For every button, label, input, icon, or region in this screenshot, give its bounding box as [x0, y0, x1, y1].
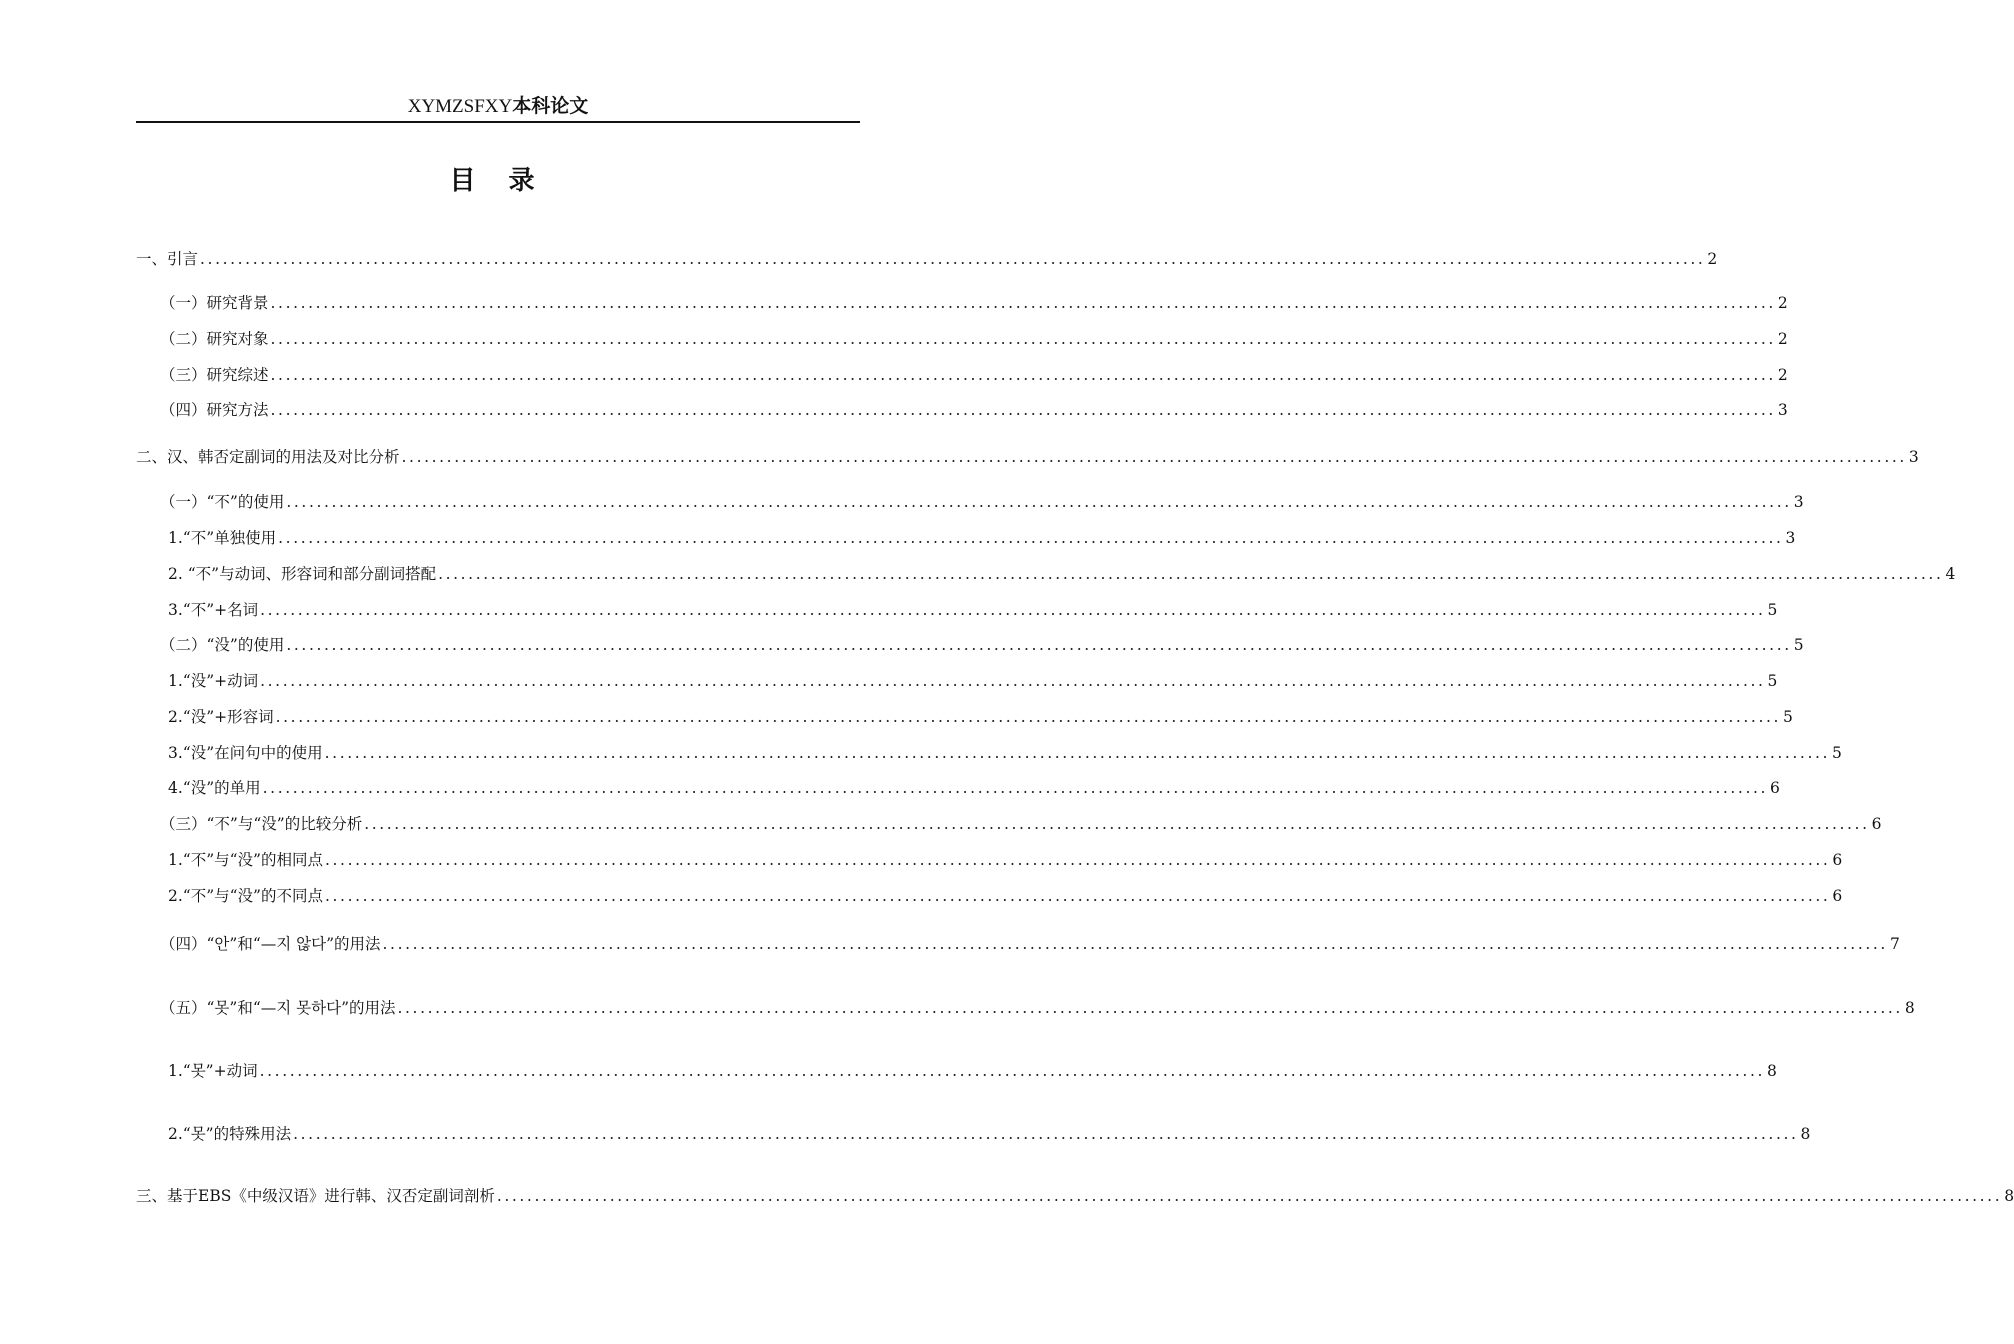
toc-entry[interactable]	[168, 598, 1778, 622]
toc-leader-dots: ........................................................................................................................................................................................................	[260, 601, 1766, 619]
toc-entry-page: 4	[1945, 565, 1956, 583]
toc-leader-dots: ........................................................................................................................................................................................................	[286, 493, 1792, 511]
toc-entry-label: 2.“不”与“没”的不同点	[168, 887, 323, 905]
toc-entry-label: 2.“没”+形容词	[168, 708, 274, 726]
toc-entry-label: 1.“不”单独使用	[168, 529, 277, 547]
toc-entry-label: （五）“못”和“—지 못하다”的用法	[160, 999, 396, 1017]
toc-leader-dots: ........................................................................................................................................................................................................	[260, 672, 1766, 690]
toc-entry-label: 一、引言	[136, 250, 199, 268]
toc-leader-dots: ........................................................................................................................................................................................................	[401, 448, 1907, 466]
toc-entry-page: 2	[1707, 250, 1718, 268]
toc-entry[interactable]	[160, 812, 1882, 836]
toc-entry-page: 2	[1777, 366, 1788, 384]
toc-entry-label: 二、汉、韩否定副词的用法及对比分析	[136, 448, 400, 466]
toc-entry-label: 1.“못”+动词	[168, 1062, 258, 1080]
toc-entry[interactable]	[168, 526, 1796, 550]
toc-entry-page: 3	[1793, 493, 1804, 511]
toc-entry-label: 1.“没”+动词	[168, 672, 259, 690]
toc-entry-page: 6	[1871, 815, 1882, 833]
toc-entry-page: 2	[1777, 330, 1788, 348]
toc-entry[interactable]	[168, 741, 1842, 765]
toc-entry[interactable]	[168, 705, 1793, 729]
toc-entry[interactable]	[160, 996, 1915, 1020]
toc-entry-page: 8	[1767, 1062, 1777, 1080]
toc-entry-label: （二）“没”的使用	[160, 636, 285, 654]
toc-leader-dots: ........................................................................................................................................................................................................	[270, 401, 1776, 419]
toc-entry-label: （一）研究背景	[160, 294, 269, 312]
toc-entry[interactable]	[160, 363, 1788, 387]
toc-entry[interactable]	[160, 490, 1804, 514]
toc-entry[interactable]	[136, 445, 1919, 469]
toc-entry[interactable]	[168, 884, 1843, 908]
toc-title: 目 录	[449, 166, 547, 196]
toc-entry-page: 8	[1904, 999, 1915, 1017]
toc-leader-dots: ........................................................................................................................................................................................................	[325, 887, 1831, 905]
toc-leader-dots: ........................................................................................................................................................................................................	[270, 330, 1776, 348]
toc-leader-dots: ........................................................................................................................................................................................................	[364, 815, 1870, 833]
toc-leader-dots: ........................................................................................................................................................................................................	[200, 250, 1706, 268]
toc-leader-dots: ........................................................................................................................................................................................................	[262, 779, 1769, 797]
toc-entry-page: 7	[1889, 935, 1900, 953]
toc-entry-page: 8	[1800, 1125, 1811, 1143]
toc-entry-page: 2	[1777, 294, 1788, 312]
toc-entry[interactable]	[136, 1184, 2014, 1208]
toc-entry[interactable]	[168, 1122, 1811, 1146]
toc-entry-page: 5	[1783, 708, 1793, 726]
toc-entry-page: 5	[1767, 672, 1778, 690]
toc-entry-label: 3.“不”+名词	[168, 601, 259, 619]
toc-leader-dots: ........................................................................................................................................................................................................	[286, 636, 1792, 654]
toc-entry[interactable]	[168, 776, 1780, 800]
toc-leader-dots: ........................................................................................................................................................................................................	[270, 366, 1776, 384]
header-divider	[136, 121, 860, 123]
header-latin-text: XYMZSFXY	[407, 96, 513, 117]
toc-leader-dots: ........................................................................................................................................................................................................	[259, 1062, 1766, 1080]
toc-entry-page: 5	[1832, 744, 1842, 762]
toc-leader-dots: ........................................................................................................................................................................................................	[278, 529, 1784, 547]
toc-entry-page: 5	[1793, 636, 1804, 654]
toc-leader-dots: ........................................................................................................................................................................................................	[325, 851, 1831, 869]
toc-entry[interactable]	[136, 247, 1718, 271]
toc-entry-page: 3	[1777, 401, 1788, 419]
toc-entry[interactable]	[168, 669, 1778, 693]
toc-entry-label: 1.“不”与“没”的相同点	[168, 851, 323, 869]
toc-entry[interactable]	[168, 1059, 1777, 1083]
page-header	[136, 92, 860, 121]
toc-entry-page: 6	[1832, 851, 1843, 869]
toc-entry-page: 3	[1908, 448, 1919, 466]
toc-leader-dots: ........................................................................................................................................................................................................	[270, 294, 1776, 312]
toc-leader-dots: ........................................................................................................................................................................................................	[438, 565, 1944, 583]
toc-leader-dots: ........................................................................................................................................................................................................	[382, 935, 1888, 953]
toc-entry-page: 6	[1770, 779, 1780, 797]
toc-entry-page: 6	[1832, 887, 1843, 905]
toc-entry-label: （四）“안”和“—지 않다”的用法	[160, 935, 381, 953]
toc-leader-dots: ........................................................................................................................................................................................................	[324, 744, 1831, 762]
toc-entry[interactable]	[160, 633, 1804, 657]
toc-entry-label: （三）“不”与“没”的比较分析	[160, 815, 363, 833]
toc-entry[interactable]	[160, 398, 1788, 422]
toc-leader-dots: ........................................................................................................................................................................................................	[496, 1187, 2003, 1205]
toc-entry-label: （三）研究综述	[160, 366, 269, 384]
toc-entry-label: 三、基于EBS《中级汉语》进行韩、汉否定副词剖析	[136, 1187, 495, 1205]
toc-entry[interactable]	[168, 562, 1956, 586]
header-chinese-text: 本科论文	[512, 95, 589, 117]
toc-entry-page: 5	[1767, 601, 1778, 619]
toc-entry-label: 3.“没”在问句中的使用	[168, 744, 323, 762]
toc-entry[interactable]	[160, 327, 1788, 351]
toc-entry-label: （一）“不”的使用	[160, 493, 285, 511]
toc-entry-page: 8	[2004, 1187, 2014, 1205]
toc-leader-dots: ........................................................................................................................................................................................................	[293, 1125, 1799, 1143]
toc-entry[interactable]	[168, 848, 1843, 872]
toc-entry-label: 2. “不”与动词、形容词和部分副词搭配	[168, 565, 437, 583]
toc-leader-dots: ........................................................................................................................................................................................................	[275, 708, 1782, 726]
toc-entry-label: （四）研究方法	[160, 401, 269, 419]
toc-entry-label: 2.“못”的特殊用法	[168, 1125, 292, 1143]
toc-entry-label: 4.“没”的单用	[168, 779, 261, 797]
toc-leader-dots: ........................................................................................................................................................................................................	[397, 999, 1903, 1017]
toc-entry-label: （二）研究对象	[160, 330, 269, 348]
toc-entry-page: 3	[1785, 529, 1796, 547]
toc-entry[interactable]	[160, 932, 1900, 956]
toc-entry[interactable]	[160, 291, 1788, 315]
